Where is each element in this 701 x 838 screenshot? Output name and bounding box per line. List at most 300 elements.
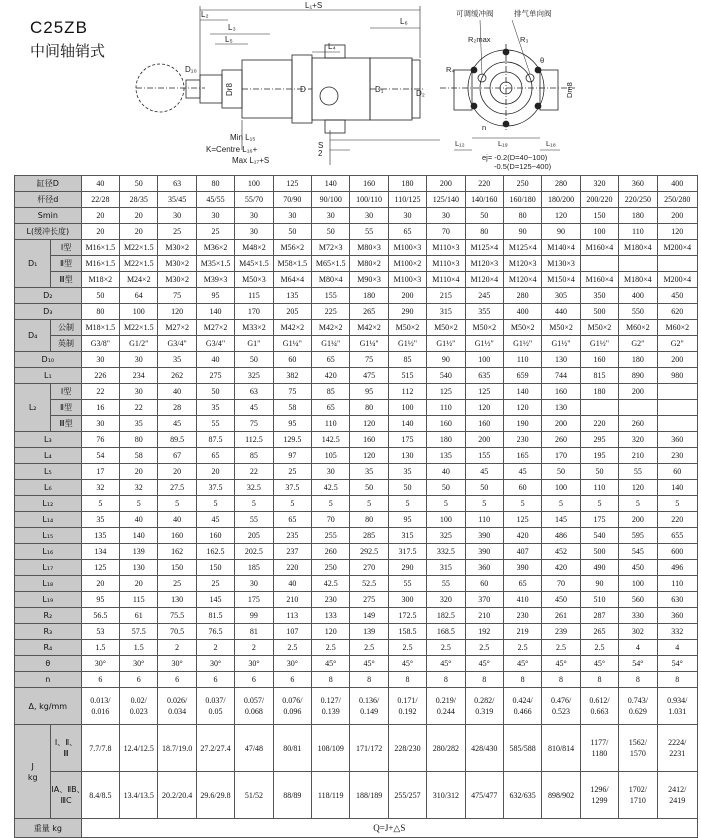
table-cell: M30×2 [158, 256, 196, 272]
table-cell: 58 [273, 400, 311, 416]
table-cell: 80 [81, 304, 119, 320]
table-cell: M80×2 [350, 256, 388, 272]
table-cell: 55 [350, 224, 388, 240]
cell-line: 0.127/ [320, 696, 341, 705]
table-cell: 120 [619, 480, 657, 496]
table-cell: G2" [619, 336, 657, 352]
table-row [15, 432, 698, 448]
table-cell: 540 [580, 528, 618, 544]
table-cell: G3/4" [158, 336, 196, 352]
row-label: L(缓冲长度) [15, 224, 82, 240]
cell-line: 0.663 [590, 707, 609, 716]
table-cell: 390 [503, 560, 541, 576]
table-cell: 2.5 [580, 640, 618, 656]
table-cell: 8 [657, 672, 697, 688]
table-cell: 180 [427, 432, 465, 448]
table-cell: 18.7/19.0 [158, 725, 196, 772]
table-cell: 5 [350, 496, 388, 512]
table-cell: 45 [158, 416, 196, 432]
table-cell: 5 [273, 496, 311, 512]
table-cell: 30° [81, 656, 119, 672]
table-cell: 100 [580, 224, 618, 240]
table-cell: 50 [81, 288, 119, 304]
table-cell: 130 [542, 400, 580, 416]
table-cell: G3/8" [81, 336, 119, 352]
table-cell: 30° [120, 656, 158, 672]
table-cell: 133 [312, 608, 350, 624]
table-row [15, 656, 698, 672]
table-cell: 54° [657, 656, 697, 672]
table-cell: G1½" [580, 336, 618, 352]
row-label: Smin [15, 208, 82, 224]
table-cell: 118/119 [312, 772, 350, 819]
table-cell: 265 [350, 304, 388, 320]
table-cell: 2 [235, 640, 273, 656]
table-cell: 50 [542, 464, 580, 480]
table-cell: 30 [235, 224, 273, 240]
cell-line: 1562/ [628, 738, 647, 747]
table-cell: 35 [81, 512, 119, 528]
table-cell: 50 [120, 176, 158, 192]
table-cell: 175 [388, 432, 426, 448]
table-cell: 305 [542, 288, 580, 304]
valve-label-2: 排气单向阀 [514, 9, 552, 18]
table-cell: 175 [235, 592, 273, 608]
table-cell: 261 [542, 608, 580, 624]
table-cell: 320 [427, 592, 465, 608]
table-cell: 168.5 [427, 624, 465, 640]
table-cell: 475 [350, 368, 388, 384]
side-view-labels [456, 8, 552, 18]
cell-line: ⅠA、ⅡB、 [51, 785, 85, 794]
table-cell: 325 [235, 368, 273, 384]
table-cell: M160×4 [580, 272, 618, 288]
cell-line: 1.031 [668, 707, 687, 716]
table-cell: 155 [312, 288, 350, 304]
table-cell: 145 [542, 512, 580, 528]
table-cell: 200 [427, 176, 465, 192]
table-cell: 20 [196, 464, 234, 480]
table-row [15, 400, 698, 416]
table-cell: 80 [120, 432, 158, 448]
table-cell: 360 [657, 608, 697, 624]
table-cell: M100×3 [388, 272, 426, 288]
cell-line: J [31, 761, 34, 771]
table-cell: 30 [120, 352, 158, 368]
table-cell: 7.7/7.8 [81, 725, 119, 772]
table-cell: 285 [350, 528, 388, 544]
table-cell [619, 725, 657, 772]
table-cell: 63 [235, 384, 273, 400]
table-cell: 890 [619, 368, 657, 384]
table-cell: 192 [465, 624, 503, 640]
weight-formula: Q=J+△S [81, 819, 697, 838]
table-cell: 30 [312, 208, 350, 224]
table-cell: 255/257 [388, 772, 426, 819]
table-cell: M18×1.5 [81, 320, 119, 336]
table-cell: 95 [81, 592, 119, 608]
table-cell: G1/2" [120, 336, 158, 352]
row-label: L₁₇ [15, 560, 82, 576]
dim-l2: L₂ [201, 10, 209, 19]
dim-d: D [300, 85, 306, 94]
table-cell: 545 [619, 544, 657, 560]
table-cell: M16×1.5 [81, 240, 119, 256]
table-cell: G1¼" [273, 336, 311, 352]
table-cell: 30 [312, 464, 350, 480]
table-cell: 135 [427, 448, 465, 464]
table-cell: 25 [158, 224, 196, 240]
table-cell: 8 [503, 672, 541, 688]
table-cell: 205 [273, 304, 311, 320]
table-cell: 28 [158, 400, 196, 416]
table-cell: 139 [350, 624, 388, 640]
table-cell: 20 [120, 576, 158, 592]
table-cell: 110 [465, 512, 503, 528]
cell-line: 0.013/ [90, 696, 111, 705]
dim-dr8: Dr8 [225, 83, 234, 96]
table-cell: 8 [465, 672, 503, 688]
table-cell: 35 [196, 400, 234, 416]
table-cell: 134 [81, 544, 119, 560]
table-cell: 80 [350, 400, 388, 416]
table-cell: 237 [273, 544, 311, 560]
table-cell: 35 [120, 416, 158, 432]
table-cell [158, 688, 196, 725]
row-label: L₁₅ [15, 528, 82, 544]
table-cell: 260 [542, 432, 580, 448]
valve-label-1: 可调缓冲阀 [456, 9, 494, 18]
table-cell: 45° [312, 656, 350, 672]
table-cell: 630 [657, 592, 697, 608]
table-cell: 45° [350, 656, 388, 672]
table-cell: 45° [580, 656, 618, 672]
row-label: L₁₂ [15, 496, 82, 512]
table-cell: 30 [81, 416, 119, 432]
cell-line: 0.476/ [550, 696, 572, 705]
table-cell: M130×3 [542, 256, 580, 272]
cell-line: 1296/ [590, 785, 609, 794]
table-cell: 29.6/29.8 [196, 772, 234, 819]
table-cell: 61 [120, 608, 158, 624]
table-cell: 65 [196, 448, 234, 464]
table-cell: 130 [388, 448, 426, 464]
table-cell: 245 [465, 288, 503, 304]
row-label: n [15, 672, 82, 688]
table-cell: 22 [81, 384, 119, 400]
table-cell: 30 [427, 208, 465, 224]
table-cell: 5 [388, 496, 426, 512]
table-cell: 40 [273, 576, 311, 592]
table-cell: 8 [427, 672, 465, 688]
table-cell: M22×1.5 [120, 240, 158, 256]
table-cell: 317.5 [388, 544, 426, 560]
table-cell: 8 [542, 672, 580, 688]
table-cell: 5 [312, 496, 350, 512]
cell-line: 1702/ [628, 785, 647, 794]
table-row [15, 725, 698, 772]
table-cell: 140 [388, 416, 426, 432]
table-cell: 81 [235, 624, 273, 640]
table-cell: 450 [619, 560, 657, 576]
model-name: 中间轴销式 [30, 42, 106, 60]
ej-line-1: ej= -0.2(D=40~100) [482, 153, 548, 162]
table-cell: 280 [503, 288, 541, 304]
table-cell: M80×4 [312, 272, 350, 288]
row-label: 重量 kg [15, 819, 82, 838]
table-cell: M42×2 [350, 320, 388, 336]
table-row [15, 560, 698, 576]
table-cell [388, 688, 426, 725]
table-cell: 655 [657, 528, 697, 544]
table-cell: M100×3 [388, 240, 426, 256]
table-cell: 180 [388, 176, 426, 192]
table-cell [503, 688, 541, 725]
table-cell: 20 [81, 576, 119, 592]
table-cell: 140/160 [465, 192, 503, 208]
table-row [15, 688, 698, 725]
table-cell: 95 [388, 512, 426, 528]
table-cell: 632/635 [503, 772, 541, 819]
table-cell: 75 [235, 416, 273, 432]
table-cell: 55 [235, 512, 273, 528]
table-cell: 180 [580, 384, 618, 400]
table-cell: 220 [273, 560, 311, 576]
table-cell: 45° [388, 656, 426, 672]
table-row [15, 208, 698, 224]
table-cell: 260 [312, 544, 350, 560]
table-cell: 496 [657, 560, 697, 576]
spec-table [14, 175, 698, 838]
sub-label: 公制 [51, 320, 81, 336]
table-cell: 228/230 [388, 725, 426, 772]
group-label: L₂ [15, 384, 51, 432]
table-row [15, 368, 698, 384]
table-cell: 40 [158, 384, 196, 400]
table-cell: 5 [158, 496, 196, 512]
table-cell: 200/220 [580, 192, 618, 208]
table-cell: 225 [312, 304, 350, 320]
table-cell: 145 [196, 592, 234, 608]
table-cell: 81.5 [196, 608, 234, 624]
table-cell: 110 [312, 416, 350, 432]
table-cell: 115 [235, 288, 273, 304]
table-cell: 30 [388, 208, 426, 224]
table-cell: 202.5 [235, 544, 273, 560]
table-cell: 50 [350, 480, 388, 496]
table-cell: 55 [427, 576, 465, 592]
table-cell: 75 [350, 352, 388, 368]
table-cell [580, 688, 618, 725]
table-cell: 20 [158, 464, 196, 480]
table-cell: 5 [196, 496, 234, 512]
cell-line: 2412/ [668, 785, 687, 794]
cell-line: 0.076/ [282, 696, 303, 705]
table-cell: 90 [580, 576, 618, 592]
cell-line: 0.034 [168, 707, 187, 716]
table-cell: 65 [273, 512, 311, 528]
table-cell: 140 [503, 384, 541, 400]
technical-drawing [0, 0, 701, 174]
table-cell: M22×1.5 [120, 320, 158, 336]
table-cell: 70 [312, 512, 350, 528]
table-cell: 30 [196, 208, 234, 224]
table-cell: 287 [580, 608, 618, 624]
table-cell: 75 [158, 288, 196, 304]
dim-l4: L₄ [328, 42, 336, 51]
table-cell: 60 [273, 352, 311, 368]
table-cell: M120×3 [503, 256, 541, 272]
table-cell: M80×3 [350, 240, 388, 256]
table-cell: M120×4 [465, 272, 503, 288]
table-cell: 35 [158, 352, 196, 368]
cell-line: 0.057/ [243, 696, 265, 705]
table-cell: 400 [619, 288, 657, 304]
table-cell: 22/28 [81, 192, 119, 208]
table-cell: M200×4 [657, 272, 697, 288]
sub-label: Ⅱ型 [51, 256, 81, 272]
table-cell: 560 [619, 592, 657, 608]
table-cell: 80 [350, 512, 388, 528]
table-cell: 190 [503, 416, 541, 432]
table-cell: 170 [235, 304, 273, 320]
table-cell: 80 [503, 208, 541, 224]
table-cell: 37.5 [196, 480, 234, 496]
table-cell: 108/109 [312, 725, 350, 772]
table-cell: G1½" [503, 336, 541, 352]
table-cell: M120×3 [465, 256, 503, 272]
dim-l18: L₁₈ [546, 139, 556, 148]
table-cell: 99 [235, 608, 273, 624]
table-cell: 2.5 [542, 640, 580, 656]
table-cell: 52.5 [350, 576, 388, 592]
table-cell: 550 [619, 304, 657, 320]
table-cell: 112 [388, 384, 426, 400]
table-cell: 160 [542, 384, 580, 400]
table-cell: 5 [465, 496, 503, 512]
cell-line: 0.016 [91, 707, 110, 716]
table-cell: 53 [81, 624, 119, 640]
max-line: Max L₁₇+S [232, 156, 270, 165]
table-cell: 85 [388, 352, 426, 368]
row-label: L₃ [15, 432, 82, 448]
row-label: L₄ [15, 448, 82, 464]
table-cell: 182.5 [427, 608, 465, 624]
table-cell: 45 [465, 464, 503, 480]
table-cell: M50×2 [388, 320, 426, 336]
table-cell: M50×2 [503, 320, 541, 336]
table-cell: M48×2 [235, 240, 273, 256]
table-cell: 90/100 [312, 192, 350, 208]
table-cell: 2.5 [273, 640, 311, 656]
table-cell: 30° [196, 656, 234, 672]
table-cell: 85 [235, 448, 273, 464]
table-cell: 150 [580, 208, 618, 224]
table-cell: 76 [81, 432, 119, 448]
frac-den: 2 [318, 149, 323, 158]
table-row [15, 496, 698, 512]
cell-line: 0.023 [129, 707, 148, 716]
sub-label: Ⅰ型 [51, 384, 81, 400]
table-cell: 120 [158, 304, 196, 320]
sub-label: Ⅱ型 [51, 400, 81, 416]
table-cell: M39×3 [196, 272, 234, 288]
table-cell: 97 [273, 448, 311, 464]
table-cell: 1.5 [120, 640, 158, 656]
table-cell: 90 [542, 224, 580, 240]
table-cell [619, 400, 657, 416]
cell-line: 0.934/ [667, 696, 688, 705]
table-cell: 8 [312, 672, 350, 688]
table-cell: 515 [388, 368, 426, 384]
cell-line: ⅢC [60, 796, 72, 805]
cell-line: 0.424/ [512, 696, 533, 705]
table-cell: 180 [619, 208, 657, 224]
cell-line: 0.068 [244, 707, 263, 716]
table-cell: 40 [81, 176, 119, 192]
table-cell: 265 [580, 624, 618, 640]
table-cell: 50 [465, 480, 503, 496]
table-cell: 400 [657, 176, 697, 192]
table-cell: 32.5 [235, 480, 273, 496]
table-cell: 45° [427, 656, 465, 672]
table-cell: 25 [196, 576, 234, 592]
table-cell: 55 [619, 464, 657, 480]
table-cell: 290 [388, 560, 426, 576]
table-cell: 40 [120, 512, 158, 528]
cell-line: kg [27, 772, 38, 782]
cell-line: 0.319 [475, 707, 494, 716]
table-cell: 2.5 [465, 640, 503, 656]
min-line: Min L₁₅ [230, 133, 256, 142]
table-cell: 215 [427, 288, 465, 304]
cell-line: 0.466 [513, 707, 532, 716]
cell-line: 2224/ [668, 738, 687, 747]
table-cell: 88/89 [273, 772, 311, 819]
table-cell: M65×1.5 [312, 256, 350, 272]
table-cell: 110 [619, 224, 657, 240]
table-cell: 120 [503, 400, 541, 416]
table-cell: G1½" [542, 336, 580, 352]
table-cell: 45° [542, 656, 580, 672]
table-cell: 30 [273, 208, 311, 224]
table-cell [657, 400, 697, 416]
group-label: D₁ [15, 240, 51, 288]
frac-num: S [318, 141, 324, 150]
table-cell: 280 [542, 176, 580, 192]
table-row [15, 512, 698, 528]
table-cell: 220 [465, 176, 503, 192]
table-cell: 100 [542, 480, 580, 496]
table-row [15, 640, 698, 656]
table-cell [657, 384, 697, 400]
table-cell: 300 [388, 592, 426, 608]
table-cell: 28/35 [120, 192, 158, 208]
table-cell: 70 [427, 224, 465, 240]
table-cell: 80 [465, 224, 503, 240]
table-cell: 45° [465, 656, 503, 672]
table-cell: 210 [465, 608, 503, 624]
table-cell [235, 688, 273, 725]
table-cell: 8 [619, 672, 657, 688]
table-cell: 110 [657, 576, 697, 592]
table-cell: 220 [657, 512, 697, 528]
table-cell: 1.5 [81, 640, 119, 656]
table-cell: M50×3 [235, 272, 273, 288]
table-cell: 70 [542, 576, 580, 592]
table-cell: 200 [657, 208, 697, 224]
table-cell: 234 [120, 368, 158, 384]
